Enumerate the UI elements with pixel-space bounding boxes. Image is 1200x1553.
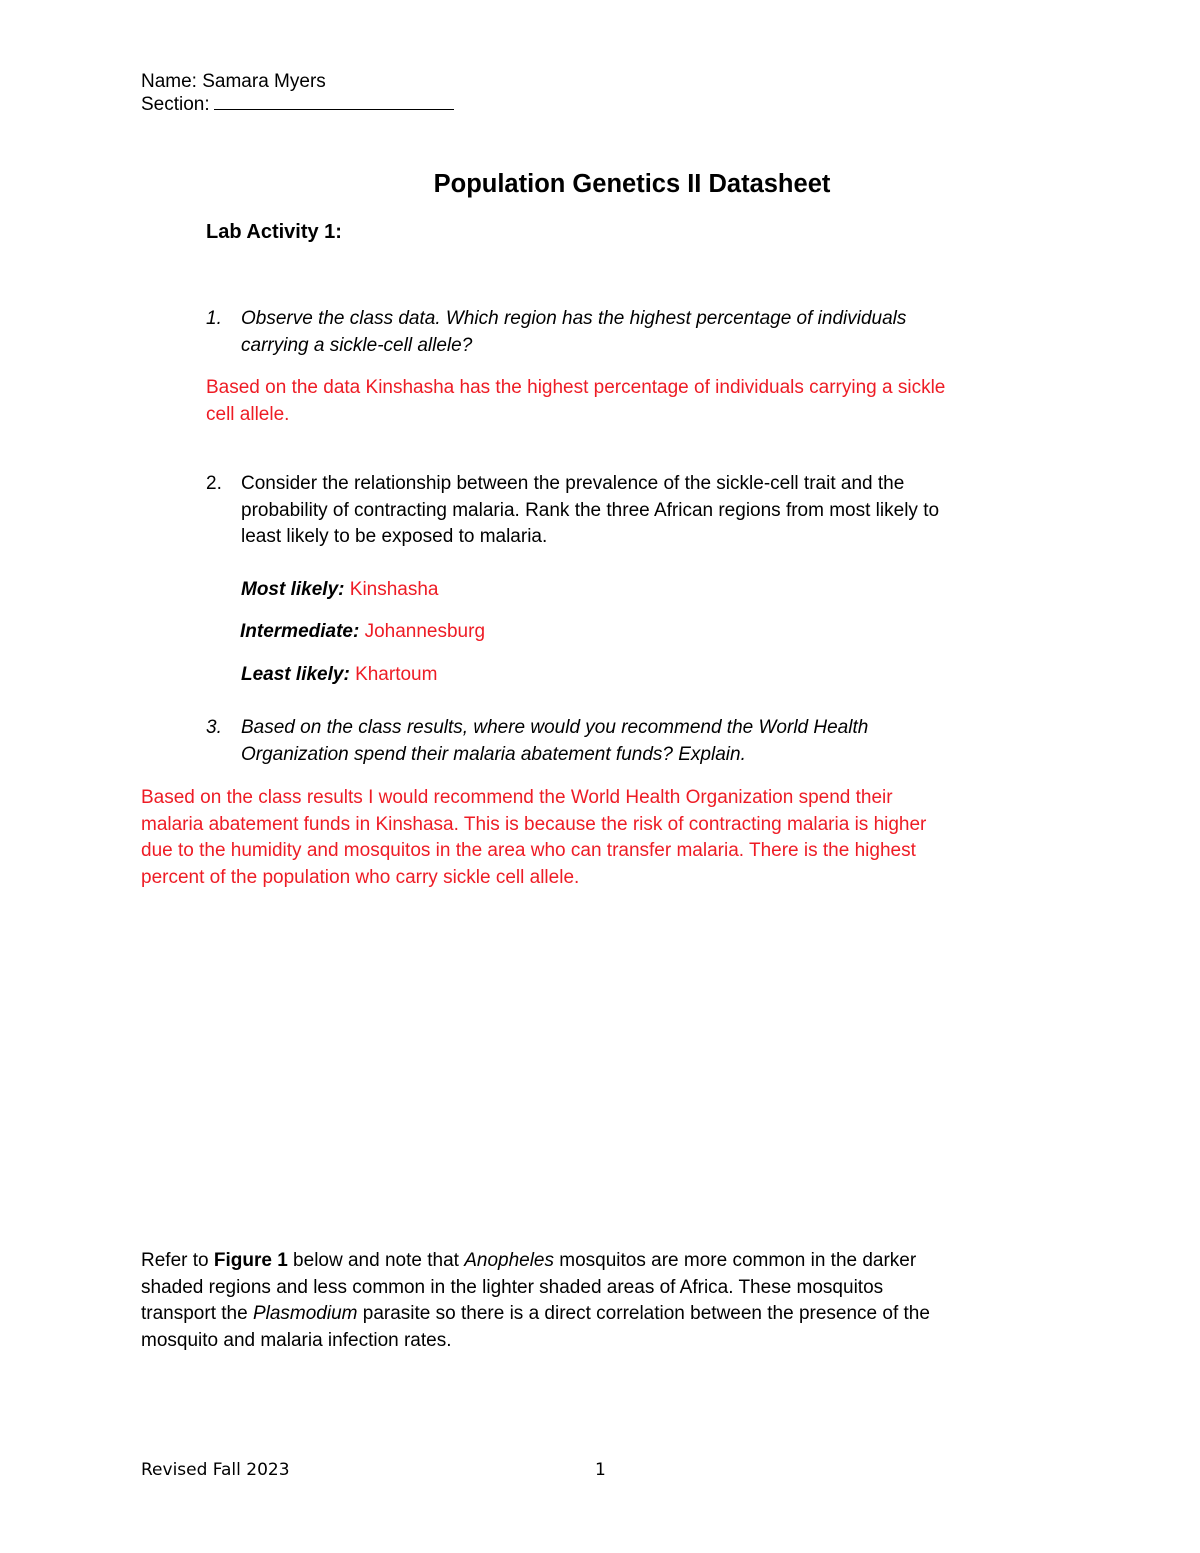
refer-line2: shaded regions and less common in the lighter shaded areas of Africa. These mosquitos [141,1276,884,1298]
genus-anopheles: Anopheles [464,1250,554,1271]
rank-intermediate [240,619,485,646]
most-value: Kinshasha [349,579,439,600]
refer-text: Refer to [141,1250,214,1271]
name-line: Name: Samara Myers [141,71,326,92]
refer-text: parasite so there is a direct correlation between the presence of the [357,1303,930,1324]
page-title: Population Genetics II Datasheet [433,170,831,198]
section-blank [214,93,454,110]
rank-most [241,577,439,604]
q2-number: 2. [206,473,222,494]
refer-text: transport the [141,1303,253,1324]
a3-line3: due to the humidity and mosquitos in the area who can transfer malaria. There is the highest [141,840,916,861]
figure-reference: Figure 1 [213,1250,288,1271]
refer-line3 [141,1301,1101,1328]
q1-line2: carrying a sickle-cell allele? [241,334,473,356]
q2-line2: probability of contracting malaria. Rank the three African regions from most likely to [241,499,940,521]
q3-line1: Based on the class results, where would you recommend the World Health [241,717,869,738]
q1-number: 1. [206,308,222,329]
refer-line4: mosquito and malaria infection rates. [141,1329,452,1351]
answer-1 [206,375,1086,428]
refer-text: mosquitos are more common in the darker [554,1250,917,1271]
refer-line1 [141,1248,1101,1275]
refer-paragraph [141,1248,1101,1354]
footer-revised: Revised Fall 2023 [141,1460,290,1480]
a3-line2: malaria abatement funds in Kinshasa. This is because the risk of contracting malaria is higher [141,813,927,835]
a3-line4: percent of the population who carry sickle cell allele. [141,866,580,888]
section-line [141,93,454,116]
section-label: Section: [141,94,210,115]
question-1 [206,306,1066,359]
question-3 [206,715,1066,768]
least-label: Least likely: [241,664,350,685]
q1-line1: Observe the class data. Which region has the highest percentage of individuals [241,308,907,329]
genus-plasmodium: Plasmodium [252,1303,358,1324]
a1-line2: cell allele. [206,403,290,425]
activity-heading: Lab Activity 1: [206,221,342,243]
intermediate-value: Johannesburg [364,621,486,642]
most-label: Most likely: [241,579,345,600]
question-2 [206,471,1086,551]
q2-line3: least likely to be exposed to malaria. [241,526,548,547]
refer-text: below and note that [287,1250,465,1271]
answer-3 [141,785,1101,891]
a3-line1: Based on the class results I would recommend the World Health Organization spend their [141,787,893,808]
q2-line1: Consider the relationship between the prevalence of the sickle-cell trait and the [241,473,905,494]
a1-line1: Based on the data Kinshasha has the highest percentage of individuals carrying a sickle [206,377,946,398]
footer-page-number: 1 [595,1460,606,1480]
q3-number: 3. [206,717,222,738]
rank-least [241,662,437,689]
q3-line2: Organization spend their malaria abatement funds? Explain. [241,743,746,765]
least-value: Khartoum [355,664,438,685]
intermediate-label: Intermediate: [240,621,360,642]
